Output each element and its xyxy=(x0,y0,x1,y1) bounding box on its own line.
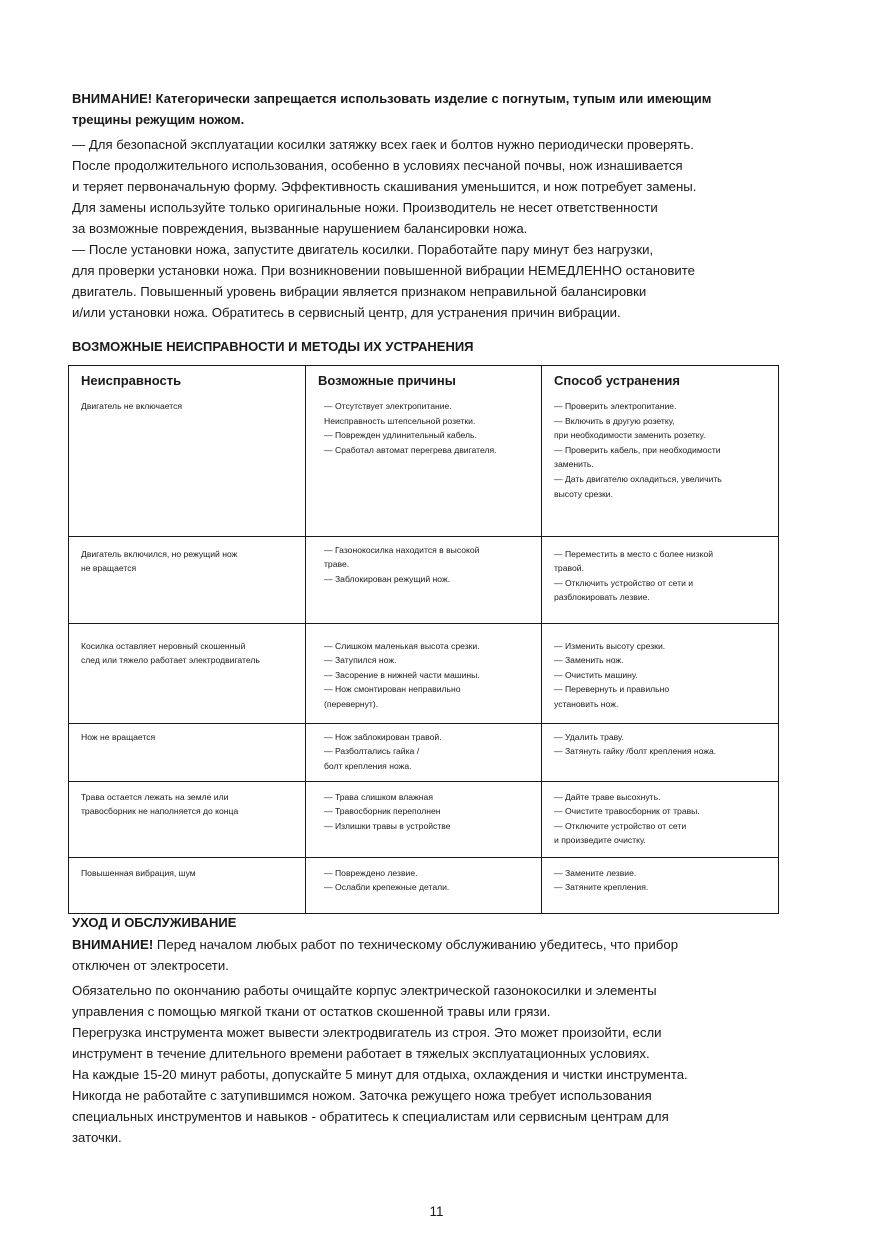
page-number: 11 xyxy=(429,1204,444,1219)
cell-fault xyxy=(69,536,306,623)
cell-line: — Отключить устройство от сети и xyxy=(554,577,694,588)
cell-causes xyxy=(306,623,542,723)
cell-line: — Излишки травы в устройстве xyxy=(324,820,451,831)
cell-line: — Отсутствует электропитание. xyxy=(324,401,452,411)
cell-line: (перевернут). xyxy=(324,698,379,709)
cell-line: Косилка оставляет неровный скошенный xyxy=(81,640,246,651)
instructions-block xyxy=(72,88,784,323)
cell-remedies xyxy=(542,781,779,857)
table-row xyxy=(69,781,779,857)
cell-line: — Изменить высоту срезки. xyxy=(554,640,666,651)
troubleshooting-title: ВОЗМОЖНЫЕ НЕИСПРАВНОСТИ И МЕТОДЫ ИХ УСТРАНЕНИЯ xyxy=(72,339,474,354)
care-line: инструмент в течение длительного времени работает в тяжелых эксплуатационных условиях. xyxy=(72,1046,650,1061)
cell-fault xyxy=(69,857,306,913)
cell-line: Двигатель не включается xyxy=(81,401,183,411)
instruction-line: Для замены используйте только оригинальные ножи. Производитель не несет ответственности xyxy=(72,200,658,215)
table-row xyxy=(69,393,779,536)
care-section xyxy=(72,914,792,1148)
care-warning-label: ВНИМАНИЕ! xyxy=(72,937,154,952)
cell-line: не вращается xyxy=(81,563,137,574)
care-line: На каждые 15-20 минут работы, допускайте 5 минут для отдыха, охлаждения и чистки инструмента. xyxy=(72,1067,688,1082)
instruction-line: и теряет первоначальную форму. Эффективность скашивания уменьшится, и нож потребует замены. xyxy=(72,179,697,194)
instruction-line: двигатель. Повышенный уровень вибрации является признаком неправильной балансировки xyxy=(72,284,647,299)
warning-line: ВНИМАНИЕ! Категорически запрещается использовать изделие с погнутым, тупым или имеющим xyxy=(72,91,712,106)
instruction-line: за возможные повреждения, вызванные нарушением балансировки ножа. xyxy=(72,221,528,236)
cell-remedies xyxy=(542,393,779,536)
instructions-paragraph xyxy=(72,134,784,323)
care-line: Перегрузка инструмента может вывести электродвигатель из строя. Это может произойти, если xyxy=(72,1025,662,1040)
cell-line: — Заблокирован режущий нож. xyxy=(324,573,451,584)
cell-line: — Очистить машину. xyxy=(554,669,638,680)
cell-line: след или тяжело работает электродвигатель xyxy=(81,655,260,666)
care-line: Обязательно по окончанию работы очищайте корпус электрической газонокосилки и элементы xyxy=(72,983,657,998)
cell-line: — Дать двигателю охладиться, увеличить xyxy=(554,473,722,484)
care-line: управления с помощью мягкой ткани от остатков скошенной травы или грязи. xyxy=(72,1004,551,1019)
cell-line: — Замените лезвие. xyxy=(554,867,637,878)
cell-line: — Перевернуть и правильно xyxy=(554,684,670,695)
cell-line: — Слишком маленькая высота срезки. xyxy=(324,640,480,651)
instruction-line: — После установки ножа, запустите двигатель косилки. Поработайте пару минут без нагрузки, xyxy=(72,242,654,257)
cell-line: — Отключите устройство от сети xyxy=(554,820,687,831)
cell-fault xyxy=(69,723,306,781)
cell-line: траве. xyxy=(324,559,350,570)
care-line: Никогда не работайте с затупившимся ножом. Заточка режущего ножа требует использования xyxy=(72,1088,652,1103)
cell-causes xyxy=(306,857,542,913)
header-causes: Возможные причины xyxy=(306,366,542,394)
cell-remedies xyxy=(542,857,779,913)
cell-causes xyxy=(306,723,542,781)
cell-line: травой. xyxy=(554,563,584,574)
cell-line: — Трава слишком влажная xyxy=(324,791,433,802)
cell-remedies xyxy=(542,723,779,781)
cell-remedies xyxy=(542,536,779,623)
cell-fault xyxy=(69,393,306,536)
cell-line: — Травосборник переполнен xyxy=(324,806,441,817)
cell-line: высоту срезки. xyxy=(554,488,613,499)
cell-line: — Нож смонтирован неправильно xyxy=(324,684,461,695)
cell-line: Повышенная вибрация, шум xyxy=(81,867,196,878)
table-row xyxy=(69,623,779,723)
cell-line: Двигатель включился, но режущий нож xyxy=(81,548,238,559)
cell-line: — Очистите травосборник от травы. xyxy=(554,806,700,817)
header-remedies: Способ устранения xyxy=(542,366,779,394)
cell-line: — Проверить кабель, при необходимости xyxy=(554,444,721,455)
cell-line: — Заменить нож. xyxy=(554,655,624,666)
cell-line: — Проверить электропитание. xyxy=(554,401,677,411)
cell-line: — Засорение в нижней части машины. xyxy=(324,669,480,680)
table-row xyxy=(69,857,779,913)
cell-line: — Газонокосилка находится в высокой xyxy=(324,544,480,555)
cell-line: Неисправность штепсельной розетки. xyxy=(324,415,476,426)
cell-line: травосборник не наполняется до конца xyxy=(81,806,239,817)
cell-causes xyxy=(306,781,542,857)
cell-line: — Удалить траву. xyxy=(554,731,624,742)
cell-remedies xyxy=(542,623,779,723)
cell-line: заменить. xyxy=(554,459,594,470)
warning-line: трещины режущим ножом. xyxy=(72,112,245,127)
instruction-line: и/или установки ножа. Обратитесь в сервисный центр, для устранения причин вибрации. xyxy=(72,305,621,320)
care-line: специальных инструментов и навыков - обратитесь к специалистам или сервисным центрам для xyxy=(72,1109,669,1124)
cell-line: — Ослабли крепежные детали. xyxy=(324,882,450,893)
header-fault: Неисправность xyxy=(69,366,306,394)
instruction-line: — Для безопасной эксплуатации косилки затяжку всех гаек и болтов нужно периодически проверять. xyxy=(72,137,694,152)
instruction-line: После продолжительного использования, особенно в условиях песчаной почвы, нож изнашивается xyxy=(72,158,683,173)
cell-line: — Затяните крепления. xyxy=(554,882,649,893)
care-warning xyxy=(72,934,792,976)
instruction-line: для проверки установки ножа. При возникновении повышенной вибрации НЕМЕДЛЕННО остановите xyxy=(72,263,695,278)
cell-causes xyxy=(306,393,542,536)
cell-line: — Включить в другую розетку, xyxy=(554,415,675,426)
cell-line: разблокировать лезвие. xyxy=(554,592,650,603)
cell-line: Нож не вращается xyxy=(81,731,156,742)
cell-line: — Разболтались гайка / xyxy=(324,746,420,757)
cell-line: болт крепления ножа. xyxy=(324,760,412,771)
cell-line: — Поврежден удлинительный кабель. xyxy=(324,430,477,441)
blade-warning xyxy=(72,88,784,130)
cell-line: — Нож заблокирован травой. xyxy=(324,731,442,742)
care-title: УХОД И ОБСЛУЖИВАНИЕ xyxy=(72,915,237,930)
care-line: заточки. xyxy=(72,1130,122,1145)
cell-causes xyxy=(306,536,542,623)
cell-fault xyxy=(69,623,306,723)
care-warning-text: отключен от электросети. xyxy=(72,958,229,973)
table-row xyxy=(69,536,779,623)
cell-line: — Дайте траве высохнуть. xyxy=(554,791,661,802)
cell-line: — Сработал автомат перегрева двигателя. xyxy=(324,444,497,455)
cell-line: Трава остается лежать на земле или xyxy=(81,791,229,802)
cell-line: — Повреждено лезвие. xyxy=(324,867,418,878)
troubleshooting-table xyxy=(68,365,779,914)
cell-fault xyxy=(69,781,306,857)
table-header-row xyxy=(69,366,779,394)
cell-line: — Затянуть гайку /болт крепления ножа. xyxy=(554,746,717,757)
cell-line: установить нож. xyxy=(554,698,619,709)
cell-line: — Затупился нож. xyxy=(324,655,397,666)
care-warning-text: Перед началом любых работ по техническому обслуживанию убедитесь, что прибор xyxy=(153,937,679,952)
cell-line: — Переместить в место с более низкой xyxy=(554,548,714,559)
cell-line: при необходимости заменить розетку. xyxy=(554,430,706,441)
cell-line: и произведите очистку. xyxy=(554,835,646,846)
table-row xyxy=(69,723,779,781)
